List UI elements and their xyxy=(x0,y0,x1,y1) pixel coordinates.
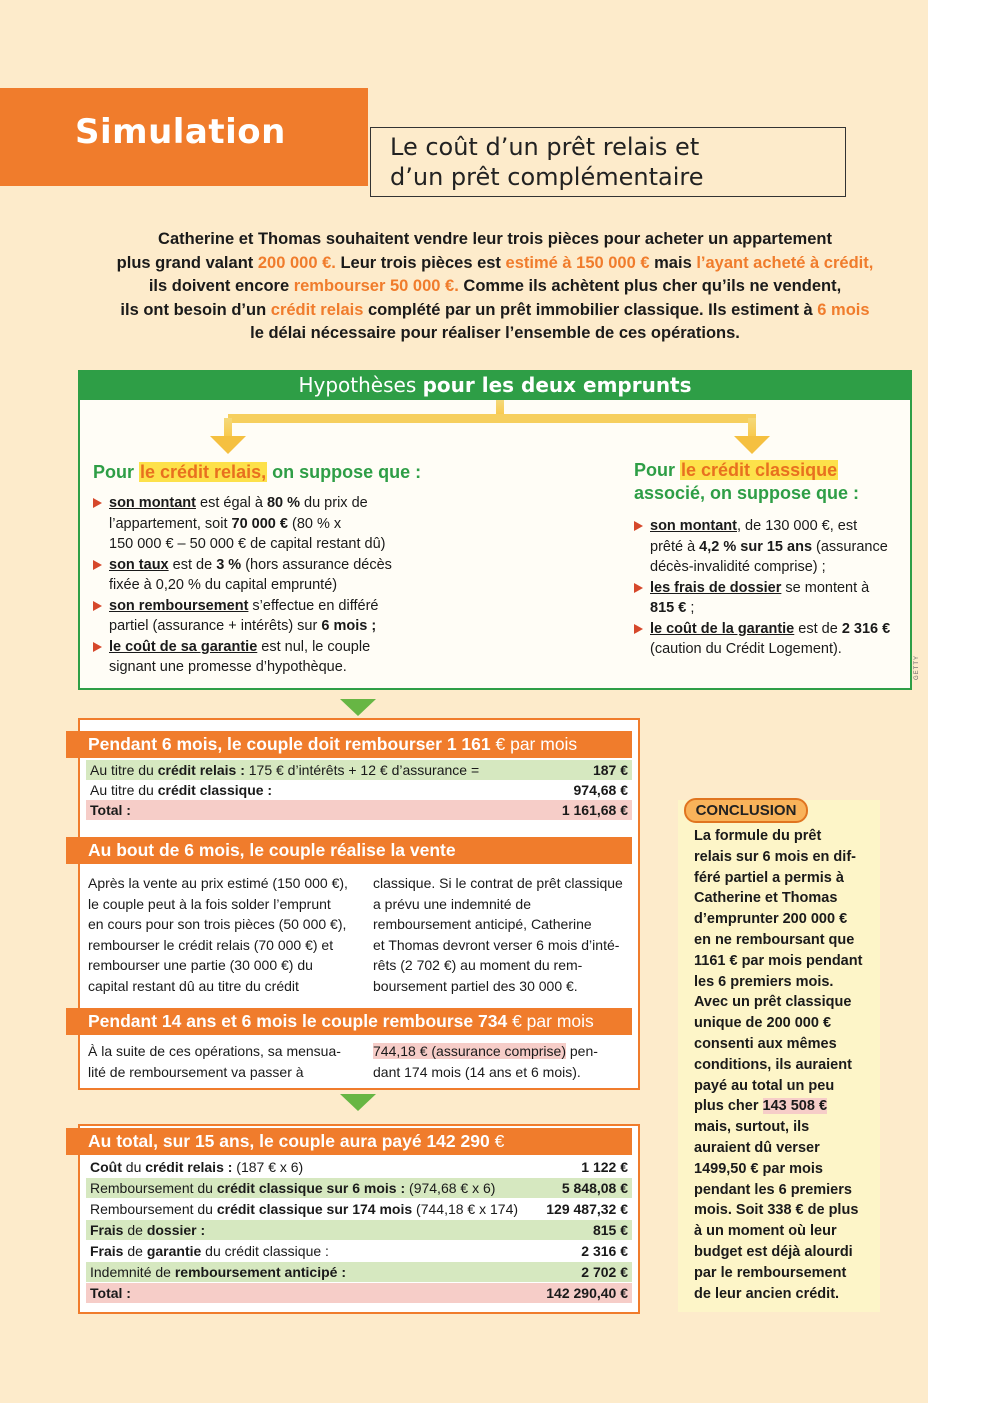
table-row: Remboursement du crédit classique sur 174 mois (744,18 € x 174) 129 487,32 € xyxy=(90,1201,628,1217)
repay-text-right: 744,18 € (assurance comprise) pen- dant 174 mois (14 ans et 6 mois). xyxy=(373,1043,598,1080)
section-band: Pendant 14 ans et 6 mois le couple rembourse 734 € par mois xyxy=(66,1008,632,1035)
sale-text-right: classique. Si le contrat de prêt classique a prévu une indemnité de remboursement anticipé, Catherine et Thomas devront verser 6 mois d’inté- rêts (2 702 €) au moment du rem- boursement partiel des 30 000 €. xyxy=(373,875,623,994)
list-item: son montant, de 130 000 €, est prêté à 4,2 % sur 15 ans (assurance décès-invalidité comprise) ; xyxy=(634,516,906,578)
table-row: Frais de garantie du crédit classique : 2 316 € xyxy=(90,1243,628,1259)
intro-line: Catherine et Thomas souhaitent vendre leur trois pièces pour acheter un appartement xyxy=(158,230,832,248)
connector-bar xyxy=(224,418,232,438)
classique-list xyxy=(634,516,906,660)
arrow-down-icon xyxy=(340,1094,376,1111)
relais-list xyxy=(93,493,453,678)
bullet-arrow-icon xyxy=(93,560,102,570)
section-band: Au bout de 6 mois, le couple réalise la vente xyxy=(66,837,632,864)
bullet-arrow-icon xyxy=(93,498,102,508)
repay-text-left: À la suite de ces opérations, sa mensua- lité de remboursement va passer à xyxy=(88,1043,341,1080)
page-title: Simulation xyxy=(75,112,286,152)
intro-line: ils ont besoin d’un crédit relais complété par un prêt immobilier classique. Ils estiment à 6 mois xyxy=(120,300,870,319)
table-row: Au titre du crédit classique : 974,68 € xyxy=(90,782,628,798)
arrow-down-icon xyxy=(210,436,246,454)
relais-title: Pour le crédit relais, on suppose que : xyxy=(93,462,422,482)
subtitle-line-2: d’un prêt complémentaire xyxy=(390,163,704,191)
bullet-arrow-icon xyxy=(93,601,102,611)
list-item: son montant est égal à 80 % du prix de l’appartement, soit 70 000 € (80 % x 150 000 € – 50 000 € de capital restant dû) xyxy=(93,493,453,555)
list-item: le coût de sa garantie est nul, le couple signant une promesse d’hypothèque. xyxy=(93,637,453,678)
bullet-arrow-icon xyxy=(634,521,643,531)
table-row: Indemnité de remboursement anticipé : 2 702 € xyxy=(86,1262,632,1282)
table-row: Total : 1 161,68 € xyxy=(86,800,632,820)
table-row: Remboursement du crédit classique sur 6 mois : (974,68 € x 6) 5 848,08 € xyxy=(86,1178,632,1198)
list-item: les frais de dossier se montent à 815 € ; xyxy=(634,578,906,619)
table-row: Coût du crédit relais : (187 € x 6) 1 122 € xyxy=(90,1159,628,1175)
conclusion-badge: CONCLUSION xyxy=(684,798,808,823)
conclusion-text: La formule du prêt relais sur 6 mois en dif- féré partiel a permis à Catherine et Thomas d’emprunter 200 000 € en ne remboursant que 1161 € par mois pendant les 6 premiers mois. Avec un prêt classique unique de 200 000 € consenti aux mêmes conditions, ils auraient payé au total un peu plus cher 143 508 € mais, surtout, ils auraient dû verser 1499,50 € par mois pendant les 6 premiers mois. Soit 338 € de plus à un moment où leur budget est déjà alourdi par le remboursement de leur ancien crédit. xyxy=(694,828,863,1302)
list-item: son taux est de 3 % (hors assurance décès fixée à 0,20 % du capital emprunté) xyxy=(93,555,453,596)
intro-line: le délai nécessaire pour réaliser l’ensemble de ces opérations. xyxy=(250,324,740,342)
list-item: le coût de la garantie est de 2 316 € (caution du Crédit Logement). xyxy=(634,619,906,660)
subtitle-line-1: Le coût d’un prêt relais et xyxy=(390,133,700,161)
connector-bar xyxy=(228,414,756,423)
intro-paragraph xyxy=(60,228,930,346)
section-band: Au total, sur 15 ans, le couple aura payé 142 290 € xyxy=(66,1128,632,1155)
section-band: Pendant 6 mois, le couple doit rembourser 1 161 € par mois xyxy=(66,731,632,758)
bullet-arrow-icon xyxy=(634,583,643,593)
table-row: Total : 142 290,40 € xyxy=(86,1283,632,1303)
arrow-down-icon xyxy=(734,436,770,454)
bullet-arrow-icon xyxy=(634,624,643,634)
table-row: Frais de dossier : 815 € xyxy=(86,1220,632,1240)
connector-bar xyxy=(748,418,756,438)
classique-title: Pour le crédit classique associé, on suppose que : xyxy=(634,460,860,503)
hypotheses-title: Hypothèses pour les deux emprunts xyxy=(78,370,912,400)
bullet-arrow-icon xyxy=(93,642,102,652)
photo-credit: GETTY xyxy=(914,654,920,680)
sale-text-left: Après la vente au prix estimé (150 000 €), le couple peut à la fois solder l’emprunt en cours pour son trois pièces (50 000 €), rembourser le crédit relais (70 000 €) et rembourser une partie (30 000 €) du capital restant dû au titre du crédit xyxy=(88,875,348,994)
table-row: Au titre du crédit relais : 175 € d’intérêts + 12 € d’assurance = 187 € xyxy=(86,760,632,780)
list-item: son remboursement s’effectue en différé partiel (assurance + intérêts) sur 6 mois ; xyxy=(93,596,453,637)
intro-line: ils doivent encore rembourser 50 000 €. Comme ils achètent plus cher qu’ils ne vendent, xyxy=(148,277,842,295)
arrow-down-icon xyxy=(340,699,376,716)
intro-line: plus grand valant 200 000 €. Leur trois pièces est estimé à 150 000 € mais l’ayant acheté à crédit, xyxy=(116,253,874,272)
